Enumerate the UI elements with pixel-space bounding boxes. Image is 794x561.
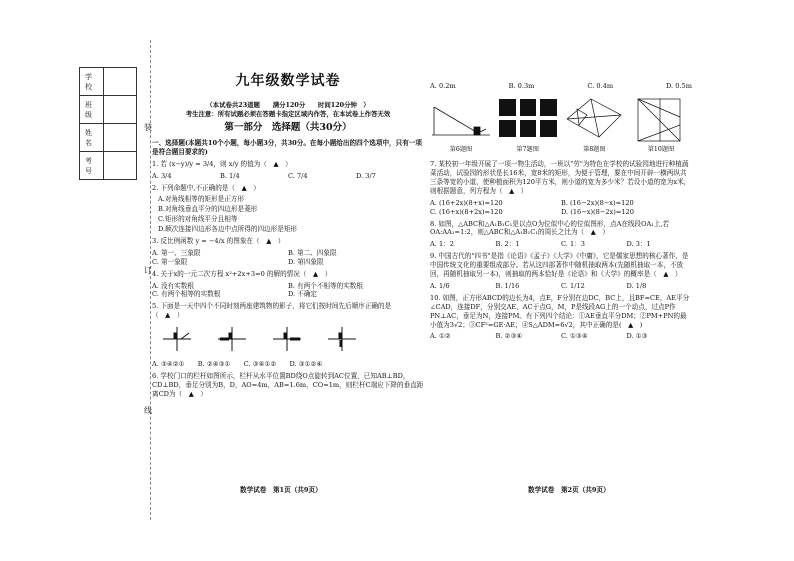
question-4: 4. 关于x的一元二次方程 x²+2x+3=0 的解的情况（ ▲ ）	[152, 269, 332, 278]
option: C.矩形的对角线平分且相等	[158, 215, 238, 224]
question-4-options	[152, 282, 424, 300]
page-2-column	[430, 82, 692, 343]
garden-figure	[497, 95, 559, 143]
exam-notice: 考生注意：所有试题必须在答题卡指定区域内作答，在本试卷上作答无效	[185, 109, 391, 118]
option: C. 第一象限	[152, 257, 188, 266]
field-name: 姓 名	[80, 124, 104, 152]
option: B. ②③④	[495, 332, 523, 341]
field-school: 学 校	[80, 68, 104, 96]
option: C. 0.4m	[587, 82, 614, 90]
option: A. 1：2	[430, 240, 454, 249]
question-9-options	[430, 282, 692, 291]
figure-7	[497, 95, 559, 154]
option: C. 有两个相等的实数根	[152, 290, 221, 299]
question-9: 9. 中国古代的"四书"是指《论语》《孟子》《大学》《中庸》，它是儒家思想的核心著作，是中国传统文化的重要组成部分。若从这四部著作中随机抽取两本(先随机抽取一本，不放回，再随机抽取另一本)，则抽取的两本恰好是《论语》和《大学》的概率是（ ▲ ）	[430, 252, 689, 279]
option: D. 0.5m	[666, 82, 692, 90]
option: D. ①③	[626, 332, 648, 341]
page-1-column	[152, 72, 424, 402]
figure-6-caption: 第6题图	[449, 145, 473, 153]
question-3-options	[152, 249, 424, 267]
figure-8	[563, 95, 625, 154]
figure-10-caption: 第10题图	[647, 145, 675, 153]
option: A. 0.2m	[430, 82, 456, 90]
option: C. 1：3	[561, 240, 585, 249]
field-class: 班 级	[80, 96, 104, 124]
question-7: 7. 某校初一年级开展了一项一物生活动，一班以"劳"为特色在学校的试验园地进行种植蔬菜活动，试验园的形状是长16米，宽8米的矩形，为便于管理，要在中间开辟一横两纵共三条等宽的小道，使种植面积为120平方米，则小道的宽为多少米？若设小道的宽为x米，则根据题意，列方程为（ ▲ ）	[430, 160, 691, 195]
exam-info: （本试卷共23道题 满分120分 时间120分钟 ）	[206, 100, 370, 109]
option: B. 第二、四象限	[288, 248, 337, 257]
option: A. (16+2x)(8+x)=120	[430, 198, 503, 207]
question-1: 1. 若 (x−y)/y = 3/4，则 x/y 的值为（ ▲ ）	[152, 159, 292, 168]
figure-row	[430, 95, 692, 154]
option: D. 不确定	[288, 290, 318, 299]
option: C. 7/4	[288, 171, 308, 180]
question-6: 6. 学校门口的栏杆如图所示，栏杆从水平位置BD绕O点旋转到AC位置，已知AB⊥BD，CD⊥BD，垂足分别为B，D，AO=4m，AB=1.6m，CO=1m，则栏杆C端应下降的垂直距离CD为（ ▲ ）	[152, 372, 424, 398]
figure-10	[630, 95, 692, 154]
square-figure	[630, 95, 692, 143]
option: D.顺次连接四边形各边中点所得的四边形是矩形	[158, 225, 298, 234]
student-info-table	[79, 67, 137, 180]
option: C. (16+x)(8+2x)=120	[430, 207, 503, 216]
question-5: 5. 下面是一天中四个不同时刻两座建筑物的影子，将它们按时间先后顺序正确的是 （ ▲ ）	[152, 302, 392, 320]
option: B. 1/4	[220, 171, 240, 180]
question-2: 2. 下列命题中,不正确的是（ ▲ ）	[152, 183, 260, 192]
option: B. (16−2x)(8−x)=120	[561, 198, 634, 207]
option: A. 1/6	[430, 281, 450, 290]
barrier-figure	[430, 95, 492, 143]
question-8: 8. 如图，△ABC和△A₁B₁C₁是以点O为位似中心的位似图形，点A在线段OA₁上,若OA:AA₁=1:2，则△ABC和△A₁B₁C₁的周长之比为（ ▲ ）	[430, 219, 670, 237]
option: C. ①③④	[561, 332, 588, 341]
figure-7-caption: 第7题图	[516, 145, 539, 153]
part-heading: 第一部分 选择题（共30分）	[224, 122, 352, 134]
question-6-options	[430, 82, 692, 91]
option: B. 2：1	[495, 240, 520, 249]
option: C. 1/12	[561, 281, 585, 290]
binding-line	[150, 40, 151, 520]
figure-8-caption: 第8题图	[583, 145, 606, 153]
option: B.对角线垂直平分的四边形是菱形	[158, 205, 258, 214]
option: B. 0.3m	[508, 82, 535, 90]
option: D. (16−x)(8−2x)=120	[561, 207, 634, 216]
question-10: 10. 如图，正方形ABCD的边长为4，点E，F分别在边DC，BC上，且BF=CE，AE平分∠CAD，连接DF，分别交AE，AC于点G，M，P是线段AG上的一个动点，过点P作PN⊥AC，垂足为N，连接PM。有下列四个结论：①AE垂直平分DM；②PM+PN的最小值为3√2；③CF²=GE·AE；④S△ADM=6√2，其中正确的是( ▲ )	[430, 293, 690, 329]
field-id: 考 号	[80, 152, 104, 180]
binding-char-xian: 线	[144, 406, 152, 415]
question-7-options	[430, 199, 692, 217]
similarity-figure	[563, 95, 625, 143]
exam-title: 九年级数学试卷	[235, 73, 341, 89]
option: A.对角线相等的矩形是正方形	[158, 195, 244, 204]
question-10-options	[430, 332, 692, 341]
option: A. 没有实数根	[152, 281, 194, 290]
option: D. 3：1	[626, 240, 651, 249]
option: D. 1/8	[626, 281, 647, 290]
page-2-footer: 数学试卷 第2页（共9页）	[528, 486, 610, 494]
section-heading: 一、选择题(本题共10个小题，每小题3分，共30分。在每小题给出的四个选项中，只有一项是符合题目要求的)	[152, 138, 423, 156]
option: D. 第四象限	[288, 257, 324, 266]
option: B. 1/16	[495, 281, 520, 290]
figure-6	[430, 95, 492, 154]
question-8-options	[430, 240, 692, 249]
question-3: 3. 反比例函数 y = −4/x 的图象在（ ▲ ）	[152, 237, 285, 245]
question-1-options	[152, 172, 424, 181]
page-1-footer: 数学试卷 第1页（共9页）	[240, 486, 322, 494]
option: A. ①②	[430, 332, 451, 341]
option: D. 3/7	[356, 171, 376, 180]
binding-char-zhuang: 装	[144, 123, 152, 132]
option: A. 第一、三象限	[152, 248, 201, 257]
option: A. 3/4	[152, 171, 172, 180]
option: B. 有两个不相等的实数根	[288, 281, 363, 290]
shadow-figures	[162, 323, 372, 357]
question-5-options: A. ③④②① B. ②④③① C. ③④①② D. ③①②④	[152, 360, 323, 369]
binding-char-ding: 订	[144, 266, 152, 275]
